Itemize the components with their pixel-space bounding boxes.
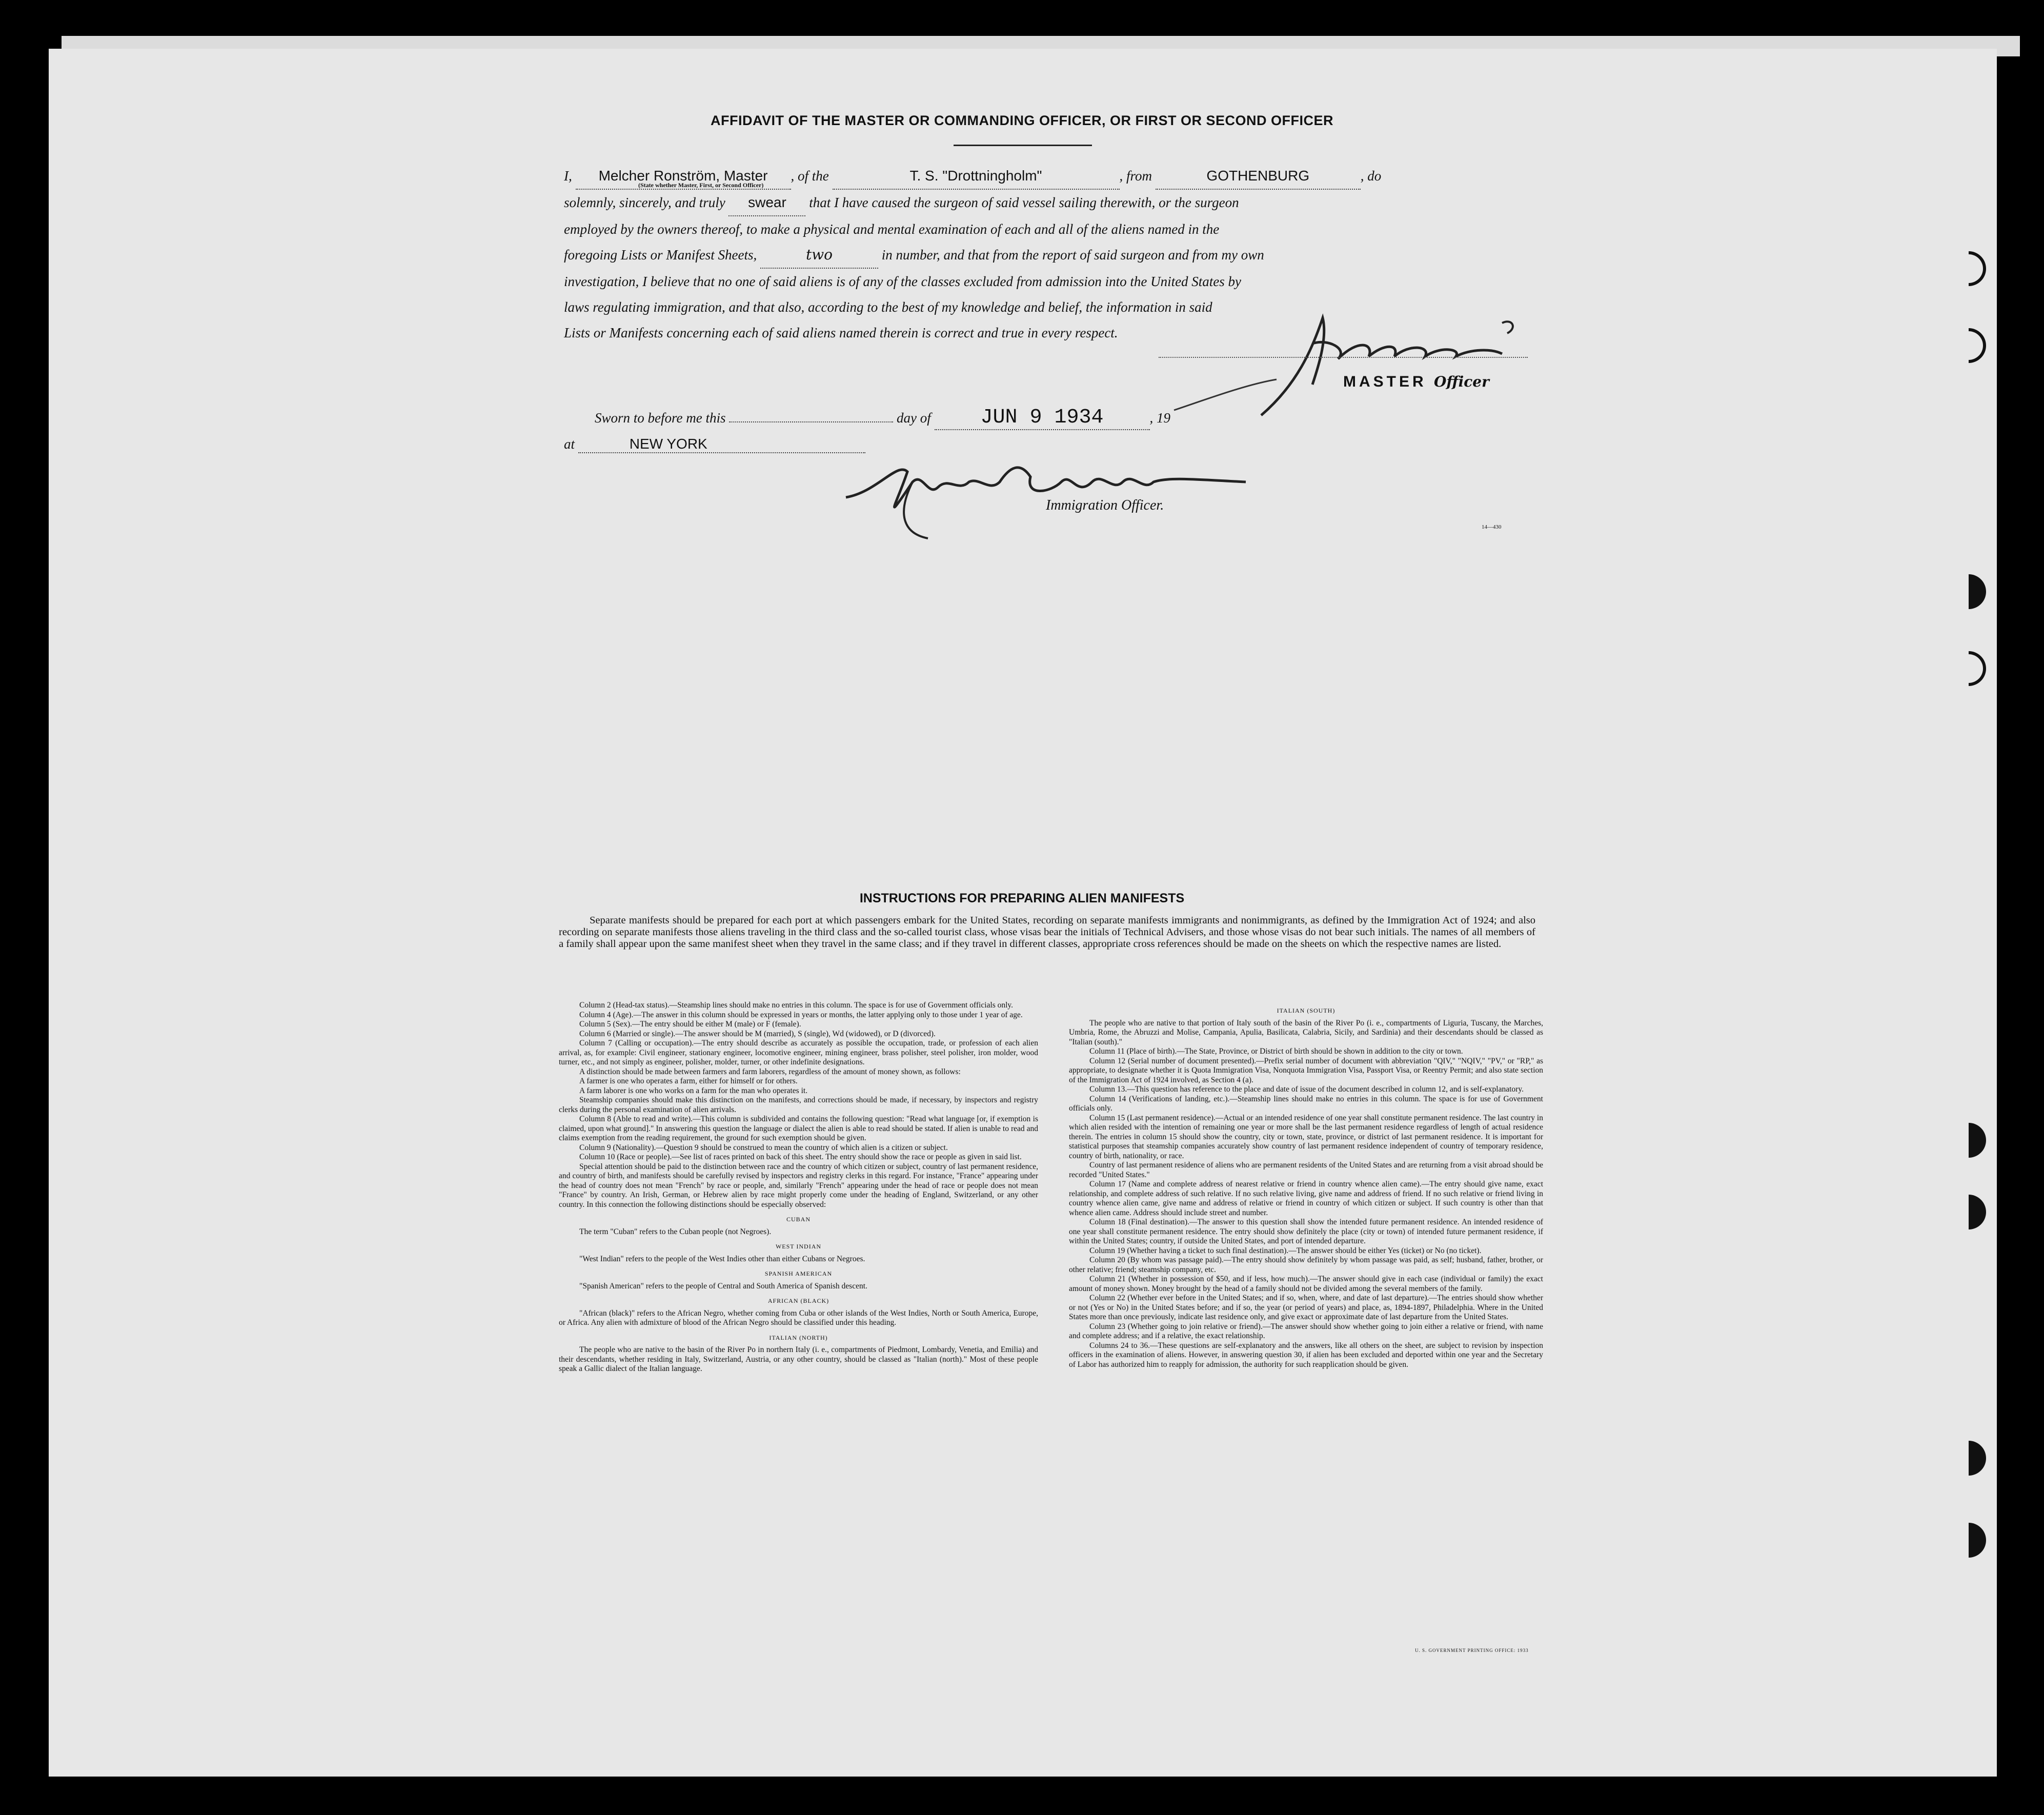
departure-port-field: GOTHENBURG: [1156, 163, 1361, 190]
aff-text: , from: [1119, 168, 1152, 184]
instruction-paragraph: Column 10 (Race or people).—See list of races printed on back of this sheet. The entry should show the race or people as given in said list.: [579, 1153, 1022, 1161]
instruction-paragraph: A distinction should be made between farmers and farm laborers, regardless of the amount of money shown, as follows:: [579, 1067, 961, 1076]
master-signature: [1143, 308, 1543, 420]
signature-line: [1159, 357, 1528, 358]
section-heading: SPANISH AMERICAN: [764, 1270, 833, 1277]
sworn-line: [595, 406, 1170, 430]
instruction-paragraph: "African (black)" refers to the African Negro, whether coming from Cuba or other islands of the West Indies, North or South America, Europe, or Africa. Any alien with admixture of blood of the African Negro should be classified under this heading.: [559, 1308, 1038, 1327]
sworn-day-field: [729, 421, 893, 422]
instruction-paragraph: Column 8 (Able to read and write).—This column is subdivided and contains the following question: "Read what language [or, if exemption is claimed, upon what ground]." In answering this question the language or dialect the alien is able to read should be stated. If alien is unable to read and claims exemption from the reading requirement, the ground for such exemption should be given.: [559, 1115, 1038, 1142]
instruction-paragraph: Column 5 (Sex).—The entry should be either M (male) or F (female).: [579, 1020, 801, 1028]
aff-text: Lists or Manifests concerning each of said aliens named therein is correct and true in every respect.: [564, 325, 1118, 340]
instruction-paragraph: The term "Cuban" refers to the Cuban people (not Negroes).: [579, 1227, 772, 1236]
master-title: MASTER: [1343, 373, 1427, 390]
sworn-date-stamp: JUN 9 1934: [935, 406, 1150, 430]
aff-text: Sworn to before me this: [595, 410, 726, 426]
oath-word-field: swear: [728, 190, 805, 216]
instruction-paragraph: Column 17 (Name and complete address of nearest relative or friend in country whence alien came).—The entry should give name, exact relationship, and complete address of such relative. If no such relative living, give name and address of friend. If no such relative or friend living in country whence alien came, give name and address of relative or friend in country of which citizen or subject. If such country is other than that whence alien came. Address should include street and number.: [1069, 1180, 1543, 1217]
officer-name-field: Melcher Ronström, Master: [576, 163, 791, 190]
instruction-paragraph: "Spanish American" refers to the people of Central and South America of Spanish descent.: [579, 1281, 867, 1290]
instruction-paragraph: A farmer is one who operates a farm, either for himself or for others.: [579, 1077, 798, 1085]
instruction-paragraph: Column 11 (Place of birth).—The State, Province, or District of birth should be shown in addition to the city or town.: [1089, 1047, 1463, 1056]
aff-text: day of: [897, 410, 931, 426]
aff-text: laws regulating immigration, and that also, according to the best of my knowledge and belief, the information in said: [564, 299, 1212, 315]
instruction-paragraph: The people who are native to the basin of the River Po in northern Italy (i. e., compartments of Piedmont, Lombardy, Venetia, and Emilia) and their descendants, whether residing in Italy, Switzerland, Austria, or any other country, should be classed as "Italian (north)." Most of these people speak a Gallic dialect of the Italian language.: [559, 1345, 1038, 1373]
instruction-paragraph: Steamship companies should make this distinction on the manifests, and corrections should be made, if necessary, by inspectors and registry clerks during the personal examination of alien arrivals.: [559, 1096, 1038, 1114]
aff-text: that I have caused the surgeon of said vessel sailing therewith, or the surgeon: [809, 195, 1239, 210]
location-line: [564, 436, 865, 453]
instruction-paragraph: Column 22 (Whether ever before in the United States; and if so, when, where, and date of last departure).—The entries should show whether or not (Yes or No) in the United States before; and if so, the year (or period of years) and place, as, 1894-1897, Philadelphia. Where in the United States more than once previously, indicate last residence only, and give exact or approximate date of last departure from the United States.: [1069, 1294, 1543, 1321]
aff-text: investigation, I believe that no one of said aliens is of any of the classes excluded from admission into the United States by: [564, 274, 1242, 289]
instruction-paragraph: Column 2 (Head-tax status).—Steamship lines should make no entries in this column. The space is for use of Government officials only.: [579, 1001, 1014, 1010]
title-rule: [954, 145, 1092, 146]
section-heading: ITALIAN (SOUTH): [1277, 1007, 1335, 1014]
instruction-paragraph: Column 18 (Final destination).—The answer to this question shall show the intended future permanent residence. An intended residence of one year shall constitute permanent residence. The entry should show definitely the place (city or town) of intended future permanent residence, if within the United States; country, if outside the United States, and port of intended departure.: [1069, 1218, 1543, 1245]
printing-office-note: U. S. GOVERNMENT PRINTING OFFICE: 1933: [1415, 1648, 1529, 1653]
section-heading: ITALIAN (NORTH): [769, 1334, 828, 1341]
form-number: 14—430: [1482, 524, 1502, 530]
instruction-paragraph: Column 9 (Nationality).—Question 9 should be construed to mean the country of which alien is a citizen or subject.: [579, 1143, 948, 1152]
instruction-paragraph: Column 15 (Last permanent residence).—Actual or an intended residence of one year shall constitute permanent residence. The last country in which alien resided with the intention of remaining one year or more shall be the last permanent residence regardless of length of actual residence therein. The entries in column 15 should show the country, city or town, state, province, or district of last permanent residence. It is important for statistical purposes that steamship companies accurately show country of last permanent residence independent of country of temporary residence, country of birth, nationality, or race.: [1069, 1113, 1543, 1160]
instructions-left-column: [559, 1001, 1038, 1374]
section-heading: WEST INDIAN: [775, 1243, 822, 1250]
instruction-paragraph: "West Indian" refers to the people of the West Indies other than either Cubans or Negroes.: [579, 1254, 865, 1263]
aff-text: , of the: [791, 168, 829, 184]
aff-text: solemnly, sincerely, and truly: [564, 195, 725, 210]
aff-text: I,: [564, 168, 572, 184]
aff-text: at: [564, 436, 575, 452]
aff-text: , do: [1360, 168, 1382, 184]
signature-title: [1343, 373, 1489, 391]
sheet-count-field: two: [760, 242, 878, 269]
location-field: NEW YORK: [578, 436, 865, 453]
officer-handwritten: Officer: [1434, 373, 1489, 390]
instruction-paragraph: Special attention should be paid to the distinction between race and the country of which citizen or subject, country of last permanent residence, and country of birth, and manifests should be carefully revised by inspectors and registry clerks in this regard. For instance, "France" appearing under the head of country does not mean "French" by race or people, and, similarly "French" appearing under the head of race or people does not mean "France" by country. An Irish, German, or Hebrew alien by race might properly come under the heading of England, Switzerland, or any other country. In this connection the following distinctions should be especially observed:: [559, 1162, 1038, 1209]
instruction-paragraph: Country of last permanent residence of aliens who are permanent residents of the United States and are returning from a visit abroad should be recorded "United States.": [1069, 1161, 1543, 1179]
instruction-paragraph: Column 21 (Whether in possession of $50, and if less, how much).—The answer should give in each case (individual or family) the exact amount of money shown. Money brought by the head of a family should not be divided among the several members of the family.: [1069, 1275, 1543, 1293]
instructions-intro: Separate manifests should be prepared for each port at which passengers embark for the United States, recording on separate manifests immigrants and nonimmigrants, as defined by the Immigration Act of 1924; and also recording on separate manifests those aliens traveling in the third class and the so-called tourist class, whose visas bear the initials of Technical Advisers, and those whose visas do not bear such initials. The names of all members of a family shall appear upon the same manifest sheet when they travel in the same class; and if they travel in different classes, appropriate cross references should be made on the sheets on which the respective names are listed.: [559, 915, 1535, 950]
vessel-name-field: T. S. "Drottningholm": [833, 163, 1120, 190]
instruction-paragraph: A farm laborer is one who works on a farm for the man who operates it.: [579, 1086, 808, 1095]
officer-rank-note: (State whether Master, First, or Second Officer): [638, 182, 764, 189]
instruction-paragraph: Column 7 (Calling or occupation).—The entry should describe as accurately as possible the occupation, trade, or profession of each alien arrival, as, for example: Civil engineer, stationary engineer, locomotive engineer, mining engineer, brass polisher, steel polisher, iron molder, wood turner, etc., and not simply as engineer, polisher, molder, turner, or other indefinite designations.: [559, 1039, 1038, 1066]
instructions-title: INSTRUCTIONS FOR PREPARING ALIEN MANIFESTS: [859, 891, 1185, 905]
instruction-paragraph: Columns 24 to 36.—These questions are self-explanatory and the answers, like all others on the sheet, are subject to revision by inspection officers in the examination of aliens. However, in answering question 30, if alien has been excluded and deported within one year and the Secretary of Labor has authorized him to reapply for admission, the authority for such reapplication should be given.: [1069, 1341, 1543, 1369]
aff-text: employed by the owners thereof, to make a physical and mental examination of each and all of the aliens named in the: [564, 221, 1220, 237]
instruction-paragraph: Column 12 (Serial number of document presented).—Prefix serial number of document with abbreviation "QIV," "NQIV," "PV," or "RP," as appropriate, to designate whether it is Quota Immigration Visa, Nonquota Immigration Visa, Passport Visa, or Reentry Permit; and also state section of the Immigration Act of 1924 involved, as Section 4 (a).: [1069, 1056, 1543, 1084]
section-heading: AFRICAN (BLACK): [767, 1297, 829, 1304]
affidavit-title: AFFIDAVIT OF THE MASTER OR COMMANDING OFFICER, OR FIRST OR SECOND OFFICER: [711, 113, 1333, 128]
section-heading: CUBAN: [786, 1216, 811, 1223]
aff-text: in number, and that from the report of said surgeon and from my own: [881, 247, 1264, 263]
instruction-paragraph: Column 14 (Verifications of landing, etc.).—Steamship lines should make no entries in this column. The space is for use of Government officials only.: [1069, 1094, 1543, 1113]
instruction-paragraph: Column 20 (By whom was passage paid).—The entry should show definitely by whom passage was paid, as self; husband, father, brother, or other relative; friend; steamship company, etc.: [1069, 1256, 1543, 1274]
instruction-paragraph: Column 19 (Whether having a ticket to such final destination).—The answer should be either Yes (ticket) or No (no ticket).: [1089, 1246, 1482, 1255]
immigration-officer-label: Immigration Officer.: [1046, 497, 1164, 513]
instructions-right-column: [1069, 1001, 1543, 1369]
instruction-paragraph: Column 4 (Age).—The answer in this column should be expressed in years or months, the latter applying only to those under 1 year of age.: [579, 1010, 1023, 1019]
aff-text: foregoing Lists or Manifest Sheets,: [564, 247, 757, 263]
instruction-paragraph: Column 6 (Married or single).—The answer should be M (married), S (single), Wd (widowed), or D (divorced).: [579, 1029, 936, 1038]
instruction-paragraph: The people who are native to that portion of Italy south of the basin of the River Po (i. e., compartments of Liguria, Tuscany, the Marches, Umbria, Rome, the Abruzzi and Molise, Campania, Apulia, Basilicata, Calabria, Sicily, and Sardinia) and their descendants should be classed as "Italian (south).": [1069, 1018, 1543, 1046]
aff-text: , 19: [1149, 410, 1170, 426]
instruction-paragraph: Column 13.—This question has reference to the place and date of issue of the document described in column 12, and is self-explanatory.: [1089, 1085, 1524, 1094]
instruction-paragraph: Column 23 (Whether going to join relative or friend).—The answer should show whether going to join either a relative or friend, with name and complete address; and if a relative, the exact relationship.: [1069, 1322, 1543, 1340]
